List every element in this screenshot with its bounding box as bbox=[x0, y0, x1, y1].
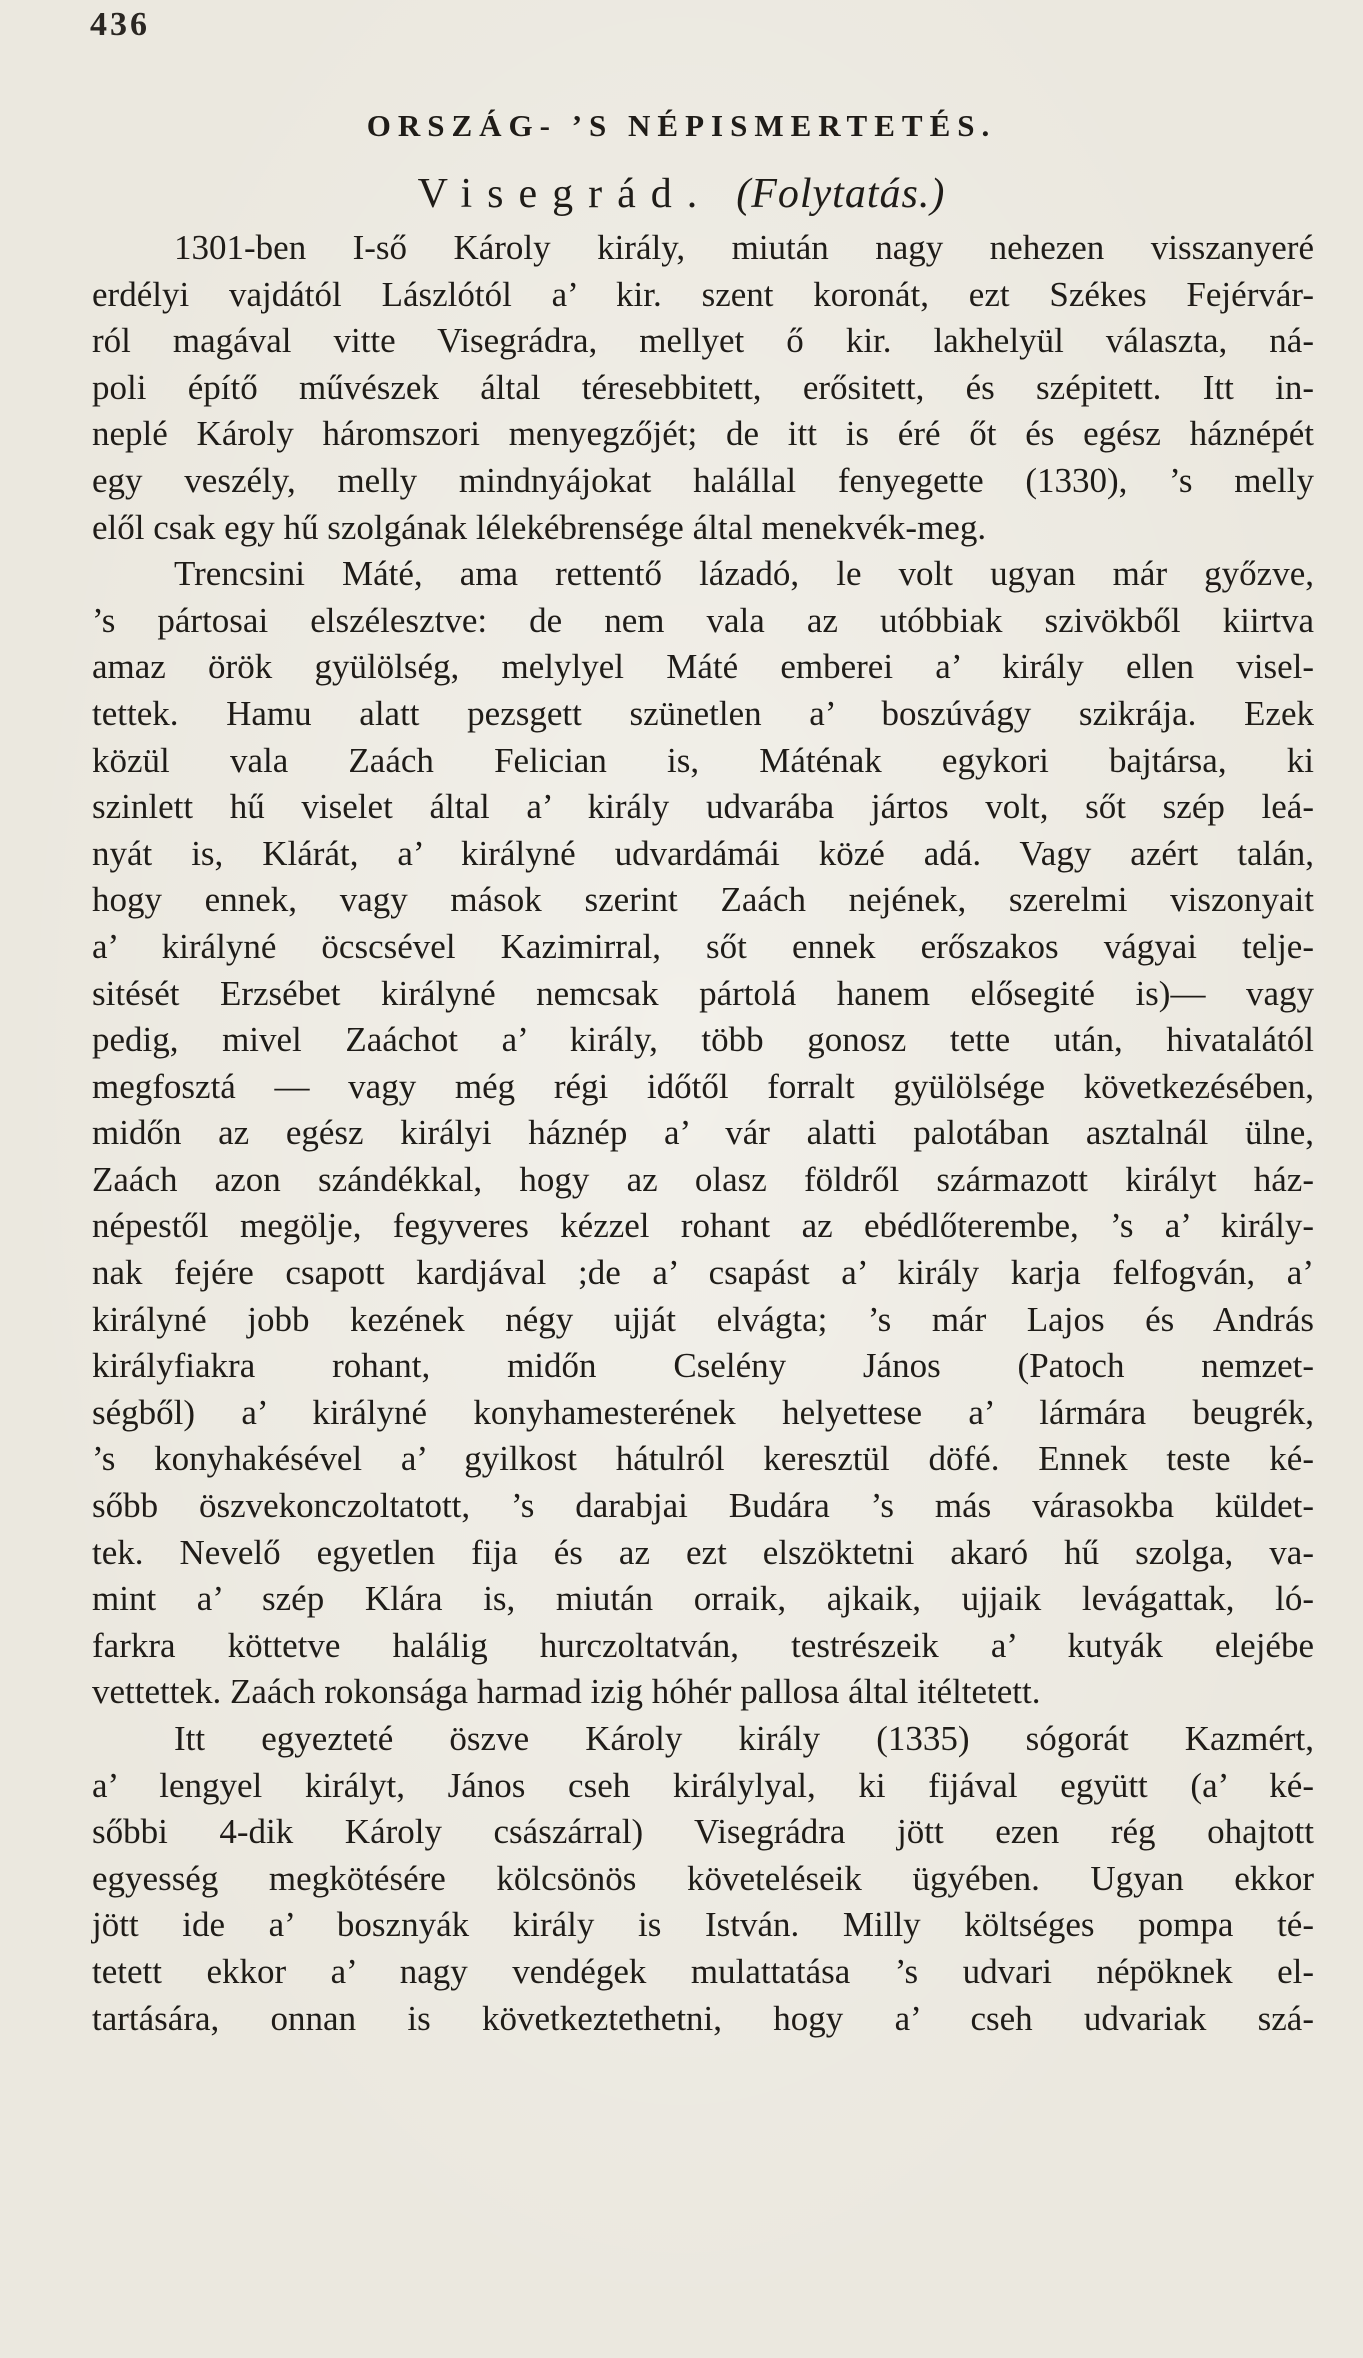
text-line: tartására, onnan is következtethetni, hogy a’ cseh udvariak szá- bbox=[92, 1998, 1314, 2038]
text-line: Zaách azon szándékkal, hogy az olasz földről származott királyt ház- bbox=[92, 1159, 1314, 1199]
text-line: megfosztá — vagy még régi időtől forralt gyülölsége következésében, bbox=[92, 1066, 1314, 1106]
text-line: neplé Károly háromszori menyegzőjét; de itt is éré őt és egész háznépét bbox=[92, 414, 1314, 454]
text-line: ’s konyhakésével a’ gyilkost hátulról keresztül döfé. Ennek teste ké- bbox=[92, 1439, 1314, 1479]
text-line: jött ide a’ bosznyák király is István. Milly költséges pompa té- bbox=[92, 1905, 1314, 1945]
text-line: királyné jobb kezének négy ujját elvágta; ’s már Lajos és András bbox=[92, 1299, 1314, 1339]
text-line: sitését Erzsébet királyné nemcsak pártolá hanem elősegité is)— vagy bbox=[92, 973, 1314, 1013]
text-line: egyesség megkötésére kölcsönös követeléseik ügyében. Ugyan ekkor bbox=[92, 1858, 1314, 1898]
heading-continuation-note: (Folytatás.) bbox=[736, 171, 946, 217]
text-line: ségből) a’ királyné konyhamesterének helyettese a’ lármára beugrék, bbox=[92, 1392, 1314, 1432]
text-line: királyfiakra rohant, midőn Cselény János (Patoch nemzet- bbox=[92, 1346, 1314, 1386]
text-line: népestől megölje, fegyveres kézzel rohant az ebédlőterembe, ’s a’ király- bbox=[92, 1206, 1314, 1246]
text-line: szinlett hű viselet által a’ király udvarába jártos volt, sőt szép leá- bbox=[92, 787, 1314, 827]
text-line: a’ királyné öcscsével Kazimirral, sőt ennek erőszakos vágyai telje- bbox=[92, 926, 1314, 966]
text-line: farkra köttetve halálig hurczoltatván, testrészeik a’ kutyák elejébe bbox=[92, 1625, 1314, 1665]
text-line: Itt egyezteté öszve Károly király (1335) sógorát Kazmért, bbox=[174, 1719, 1314, 1758]
text-line: elől csak egy hű szolgának lélekébrensége által menekvék-meg. bbox=[92, 507, 987, 547]
text-line: nyát is, Klárát, a’ királyné udvardámái közé adá. Vagy azért talán, bbox=[92, 833, 1314, 873]
heading-place: Visegrád. bbox=[417, 171, 713, 217]
text-line: vettettek. Zaách rokonsága harmad izig hóhér pallosa által itéltetett. bbox=[92, 1672, 1041, 1712]
running-head: ORSZÁG- ’S NÉPISMERTETÉS. bbox=[366, 108, 997, 143]
text-line: mint a’ szép Klára is, miután orraik, ajkaik, ujjaik levágattak, ló- bbox=[92, 1579, 1314, 1619]
text-line: hogy ennek, vagy mások szerint Zaách nejének, szerelmi viszonyait bbox=[92, 880, 1314, 920]
text-line: amaz örök gyülölség, melylyel Máté emberei a’ király ellen visel- bbox=[92, 647, 1314, 687]
text-line: pedig, mivel Zaáchot a’ király, több gonosz tette után, hivatalától bbox=[92, 1020, 1314, 1060]
text-line: egy veszély, melly mindnyájokat halállal fenyegette (1330), ’s melly bbox=[92, 460, 1314, 500]
text-line: tetett ekkor a’ nagy vendégek mulattatása ’s udvari népöknek el- bbox=[92, 1951, 1314, 1991]
text-line: midőn az egész királyi háznép a’ vár alatti palotában asztalnál ülne, bbox=[92, 1113, 1314, 1153]
text-line: sőbbi 4-dik Károly császárral) Visegrádra jött ezen rég ohajtott bbox=[92, 1812, 1314, 1852]
text-line: erdélyi vajdától Lászlótól a’ kir. szent koronát, ezt Székes Fejérvár- bbox=[92, 274, 1314, 314]
page-number: 436 bbox=[90, 6, 150, 43]
text-line: ról magával vitte Visegrádra, mellyet ő kir. lakhelyül választa, ná- bbox=[92, 321, 1314, 361]
text-line: tek. Nevelő egyetlen fija és az ezt elszöktetni akaró hű szolga, va- bbox=[92, 1532, 1314, 1572]
text-line: sőbb öszvekonczoltatott, ’s darabjai Budára ’s más várasokba küldet- bbox=[92, 1486, 1314, 1526]
text-line: a’ lengyel királyt, János cseh királylyal, ki fijával együtt (a’ ké- bbox=[92, 1765, 1314, 1805]
text-line: Trencsini Máté, ama rettentő lázadó, le volt ugyan már győzve, bbox=[174, 554, 1314, 594]
text-line: 1301-ben I-ső Károly király, miután nagy nehezen visszanyeré bbox=[174, 228, 1314, 267]
text-line: nak fejére csapott kardjával ;de a’ csapást a’ király karja felfogván, a’ bbox=[92, 1253, 1314, 1293]
section-heading bbox=[0, 170, 1363, 218]
text-line: ’s pártosai elszélesztve: de nem vala az utóbbiak szivökből kiirtva bbox=[92, 600, 1314, 640]
text-line: tettek. Hamu alatt pezsgett szünetlen a’ boszúvágy szikrája. Ezek bbox=[92, 693, 1314, 733]
body-text bbox=[92, 225, 1314, 2042]
text-line: közül vala Zaách Felician is, Máténak egykori bajtársa, ki bbox=[92, 740, 1314, 780]
text-line: poli építő művészek által téresebbitett, erősitett, és szépitett. Itt in- bbox=[92, 367, 1314, 407]
